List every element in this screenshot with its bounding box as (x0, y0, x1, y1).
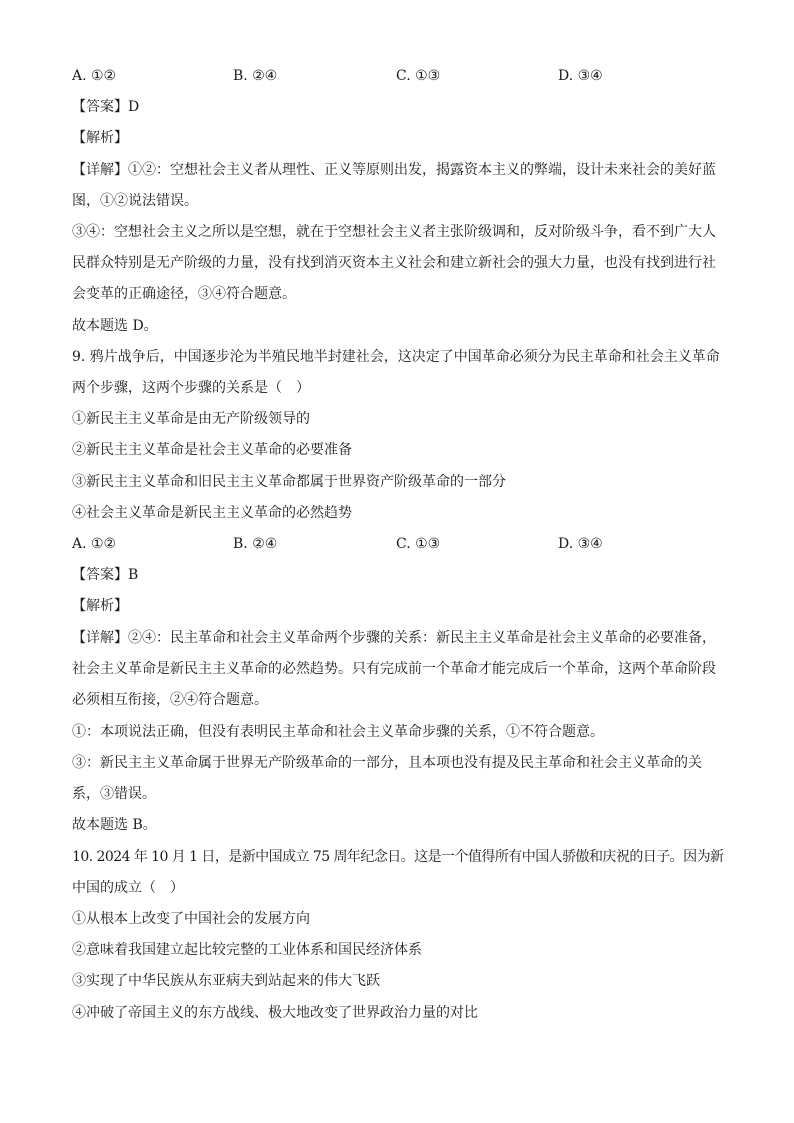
q9-options (72, 534, 732, 554)
q9-detail-line: 必须相互衔接，②④符合题意。 (72, 692, 268, 708)
q9-option-a: A. ①② (72, 536, 117, 552)
q9-detail-line: ③：新民主主义革命属于世界无产阶级革命的一部分，且本项也没有提及民主革命和社会主义革命的关 (72, 755, 702, 771)
q10-item: ④冲破了帝国主义的东方战线、极大地改变了世界政治力量的对比 (72, 1005, 478, 1021)
q10-item: ③实现了中华民族从东亚病夫到站起来的伟大飞跃 (72, 973, 380, 989)
q8-detail-line: 民群众特别是无产阶级的力量，没有找到消灭资本主义社会和建立新社会的强大力量，也没有找到进行社 (72, 255, 716, 271)
q9-detail-line: 社会主义革命是新民主主义革命的必然趋势。只有完成前一个革命才能完成后一个革命，这两个革命阶段 (72, 661, 716, 677)
q9-option-b: B. ②④ (233, 536, 278, 552)
q8-detail-line: 图，①②说法错误。 (72, 193, 198, 209)
q10-stem-line: 中国的成立（ ） (72, 880, 184, 896)
q9-option-d: D. ③④ (558, 536, 603, 552)
q9-item: ①新民主主义革命是由无产阶级领导的 (72, 411, 310, 427)
q8-conclusion: 故本题选 D。 (72, 318, 158, 334)
q8-option-c: C. ①③ (396, 68, 441, 84)
q8-option-a: A. ①② (72, 68, 117, 84)
q9-answer: 【答案】B (72, 567, 139, 583)
q9-conclusion: 故本题选 B。 (72, 817, 157, 833)
q10-stem-line: 10. 2024 年 10 月 1 日，是新中国成立 75 周年纪念日。这是一个值得所有中国人骄傲和庆祝的日子。因为新 (72, 849, 724, 865)
q9-stem-line: 两个步骤，这两个步骤的关系是（ ） (72, 380, 310, 396)
q8-analysis-heading: 【解析】 (72, 130, 128, 146)
q8-detail-line: 会变革的正确途径，③④符合题意。 (72, 286, 296, 302)
q8-detail-line: 【详解】①②：空想社会主义者从理性、正义等原则出发，揭露资本主义的弊端，设计未来社会的美好蓝 (72, 162, 716, 178)
q9-option-c: C. ①③ (396, 536, 441, 552)
q9-detail-line: 【详解】②④：民主革命和社会主义革命两个步骤的关系：新民主主义革命是社会主义革命的必要准备， (72, 630, 716, 646)
q9-stem-line: 9. 鸦片战争后，中国逐步沦为半殖民地半封建社会，这决定了中国革命必须分为民主革命和社会主义革命 (72, 349, 720, 365)
q9-item: ③新民主主义革命和旧民主主义革命都属于世界资产阶级革命的一部分 (72, 474, 506, 490)
q8-option-b: B. ②④ (233, 68, 278, 84)
q9-detail-line: 系，③错误。 (72, 786, 156, 802)
q9-analysis-heading: 【解析】 (72, 598, 128, 614)
q8-option-d: D. ③④ (558, 68, 603, 84)
q10-item: ①从根本上改变了中国社会的发展方向 (72, 911, 310, 927)
q9-item: ④社会主义革命是新民主主义革命的必然趋势 (72, 505, 352, 521)
q8-options (72, 66, 732, 86)
q9-item: ②新民主主义革命是社会主义革命的必要准备 (72, 442, 352, 458)
q10-item: ②意味着我国建立起比较完整的工业体系和国民经济体系 (72, 942, 422, 958)
q9-detail-line: ①：本项说法正确，但没有表明民主革命和社会主义革命步骤的关系，①不符合题意。 (72, 724, 604, 740)
q8-answer: 【答案】D (72, 99, 140, 115)
q8-detail-line: ③④：空想社会主义之所以是空想，就在于空想社会主义者主张阶级调和，反对阶级斗争，看不到广大人 (72, 224, 716, 240)
